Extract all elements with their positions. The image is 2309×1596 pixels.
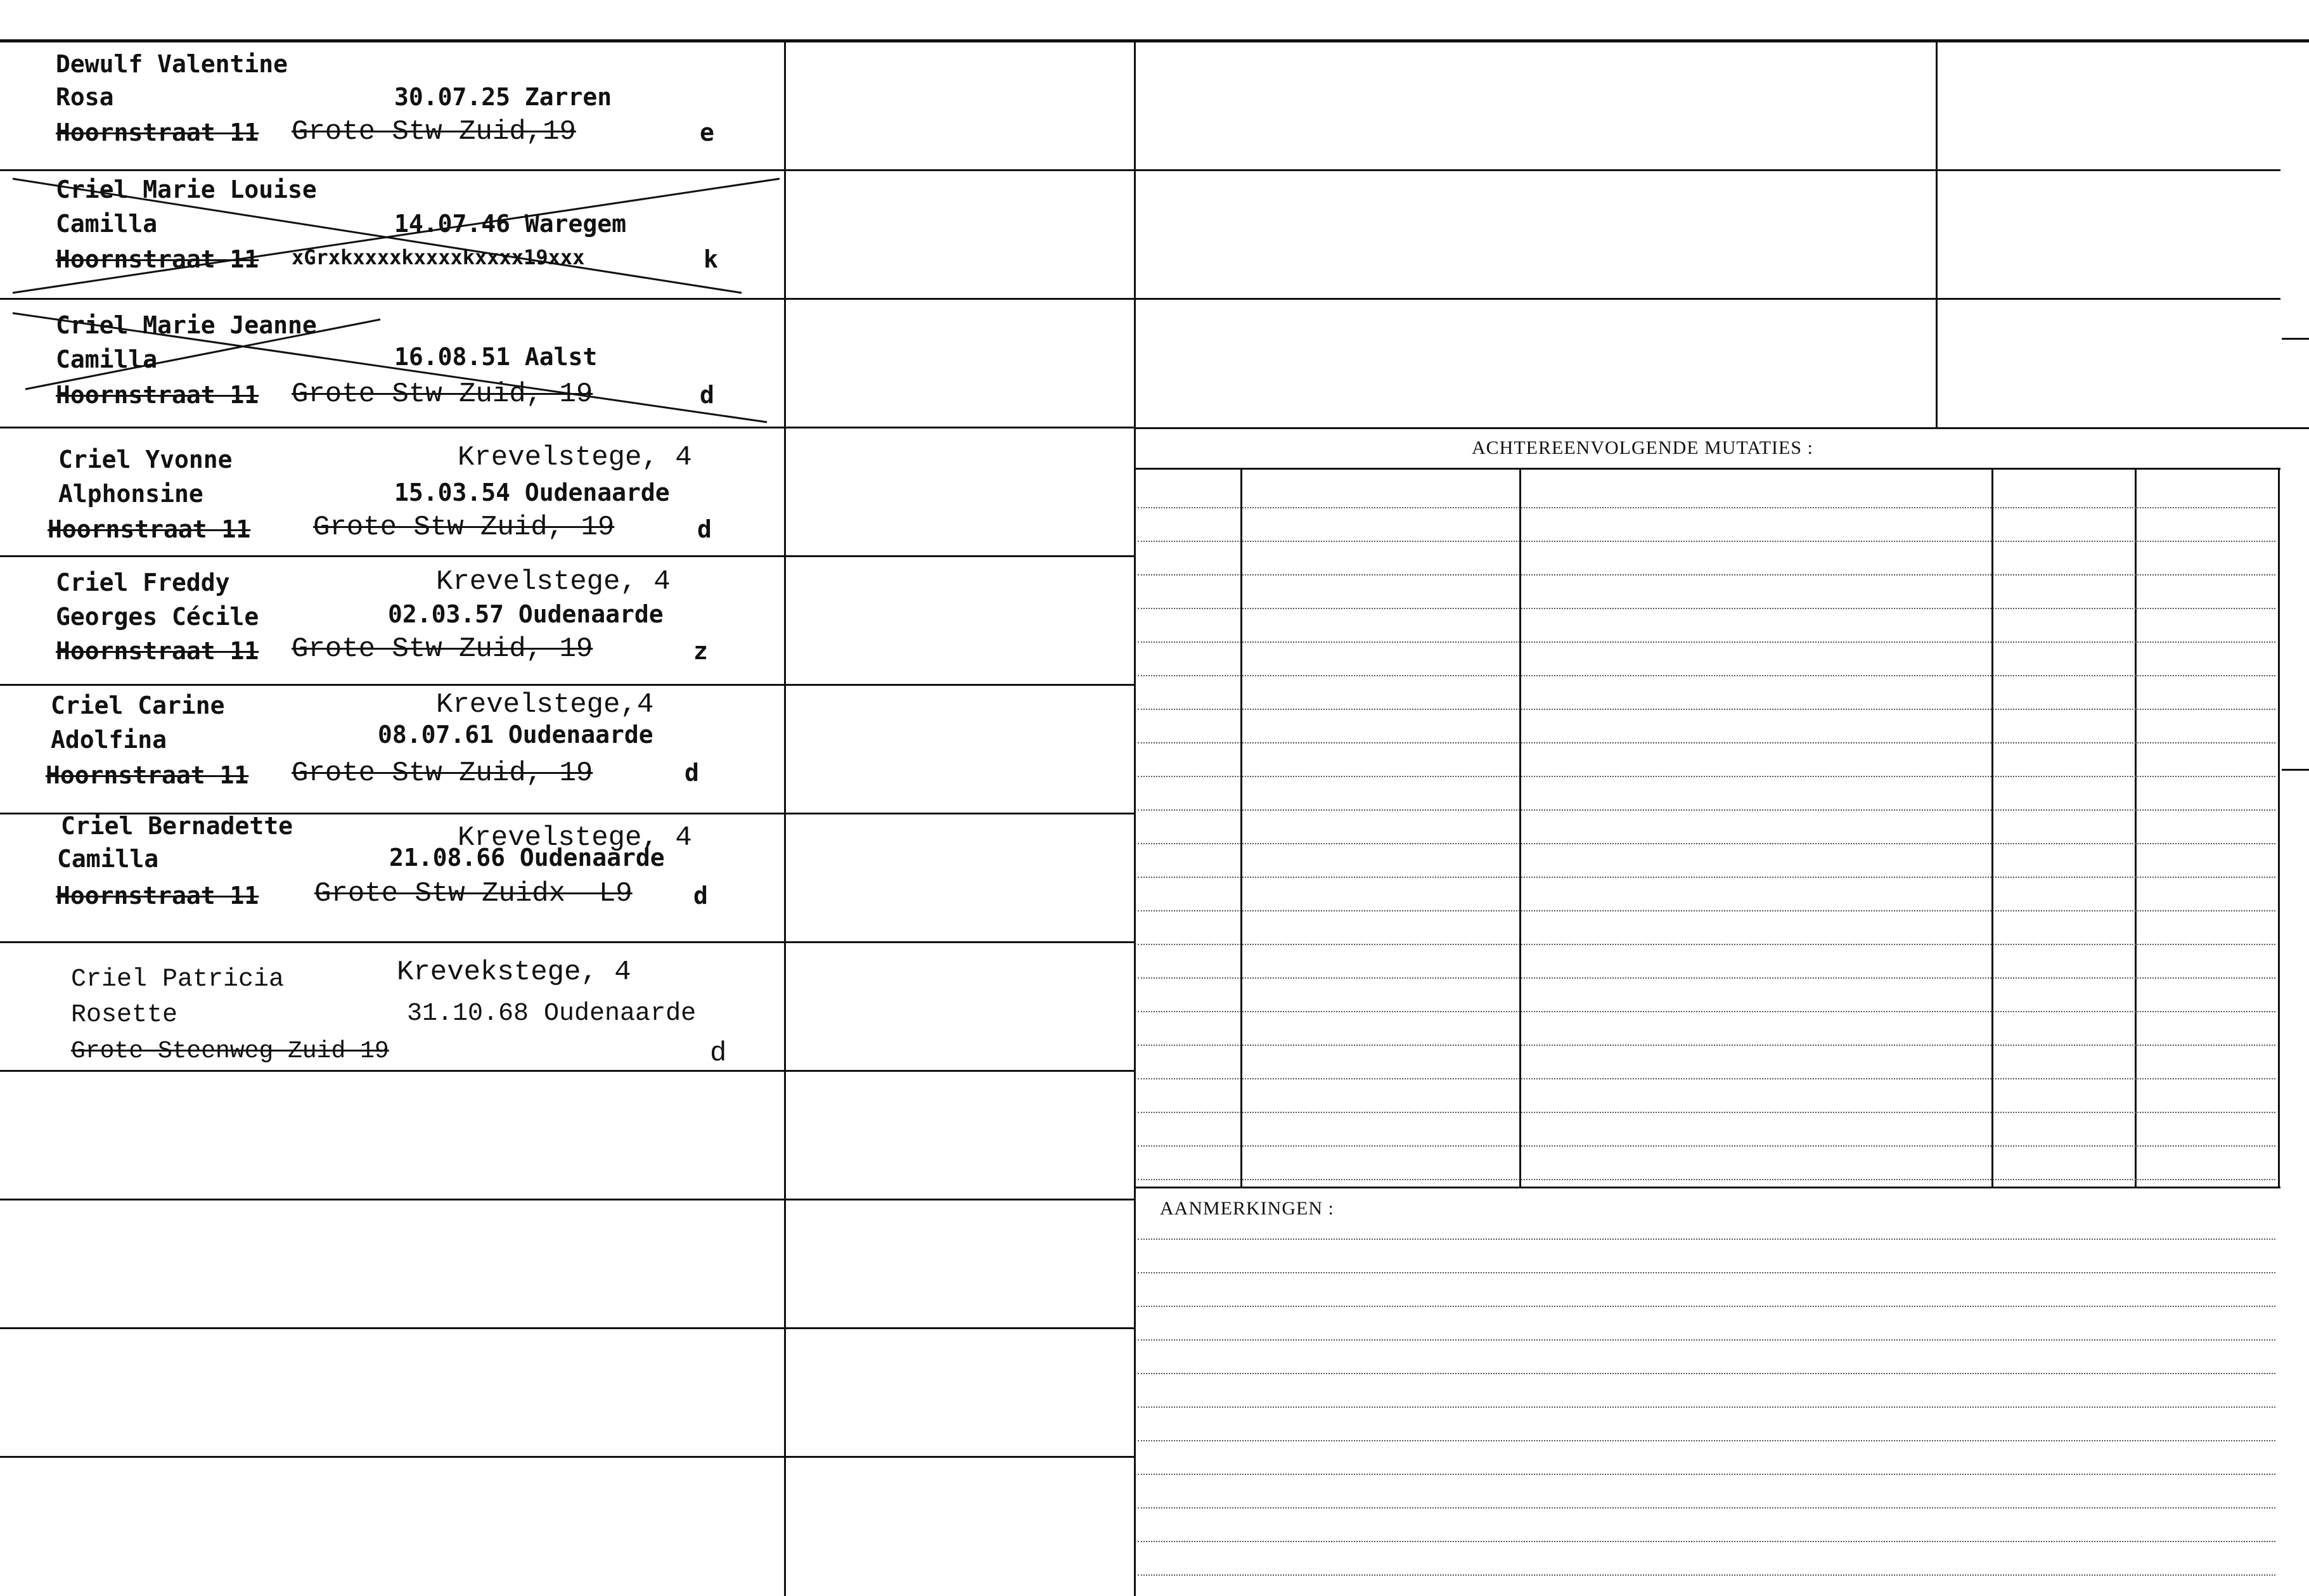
entry-old-street: Hoornstraat 11 [56,637,259,665]
entry-birth: 15.03.54 Oudenaarde [394,479,670,506]
ruling-line [1138,843,2275,844]
ruling-line [1138,877,2275,878]
entry-code: d [693,882,708,910]
ruling-line [1138,742,2275,743]
entry-code: e [700,119,714,146]
entry-old-street: Hoornstraat 11 [56,119,259,146]
entry-name: Criel Yvonne [58,446,233,473]
ruling-line [1138,910,2275,911]
ruling-line [1138,507,2275,508]
entry-birth: 16.08.51 Aalst [394,343,598,371]
ruling-line [1138,1474,2275,1475]
edge-tick [2282,769,2309,771]
row-line [0,555,1134,557]
entry-name: Dewulf Valentine [56,50,288,78]
right-top-row-line [1134,298,2280,300]
entry-birth: 14.07.46 Waregem [394,210,627,238]
ruling-line [1138,1045,2275,1046]
ruling-line [1138,1440,2275,1441]
row-line [0,298,1134,300]
entry-note-address: Krevelstege, 4 [436,566,671,598]
mutaties-header-line [1134,468,2280,470]
entry-new-street: Grote Stw Zuid, 19 [292,378,593,410]
entry-code: d [685,759,699,787]
cancel-cross [0,300,786,425]
entry-code: z [693,637,708,665]
entry-old-street: Hoornstraat 11 [56,245,259,273]
entry-code: d [700,381,714,409]
entry-new-street: Grote Stw Zuid,19 [292,116,576,148]
ruling-line [1138,809,2275,811]
row-line [0,427,1134,428]
row-line [0,941,1134,943]
ruling-line [1138,709,2275,710]
mutaties-col [1240,468,1242,1188]
mutaties-col [1991,468,1993,1188]
entry-new-street: xGrxkxxxxkxxxxkxxxx19xxx [292,245,585,269]
entry-old-street: Hoornstraat 11 [48,515,251,543]
mutaties-col [1519,468,1521,1188]
entry-birth: 02.03.57 Oudenaarde [388,600,664,628]
ruling-line [1138,1373,2275,1374]
entry-new-street: Grote Stw Zuid, 19 [292,633,593,665]
ruling-line [1138,608,2275,609]
entry-name: Criel Patricia [71,965,285,994]
entry-name: Criel Marie Louise [56,176,317,203]
row-line [0,1199,1134,1200]
cancel-cross [0,172,786,297]
entry-code: d [697,515,712,543]
ruling-line [1138,944,2275,945]
row-line [0,1327,1134,1329]
ruling-line [1138,1272,2275,1273]
entry-name: Criel Marie Jeanne [56,311,317,339]
entry-note-address: Krevelstege, 4 [458,822,692,854]
entry-firstnames: Alphonsine [58,480,203,508]
entry-code: d [710,1038,727,1069]
entry-new-street: Grote Stw Zuid, 19 [292,757,593,789]
entry-name: Criel Bernadette [61,812,293,840]
entry-code: k [704,245,718,273]
ruling-line [1138,1145,2275,1147]
middle-divider [1134,39,1136,1596]
ruling-line [1138,776,2275,777]
entry-firstnames: Georges Cécile [56,603,259,631]
ruling-line [1138,641,2275,643]
mutaties-col [2278,468,2280,1188]
right-top-row-line [1134,169,2280,171]
remarks-title: AANMERKINGEN : [1160,1198,1334,1219]
row-line [0,1456,1134,1458]
ruling-line [1138,1306,2275,1307]
entry-old-street: Hoornstraat 11 [56,381,259,409]
entry-note-address: Krevekstege, 4 [397,956,631,988]
ruling-line [1138,977,2275,979]
ruling-line [1138,1339,2275,1341]
entry-note-address: Krevelstege,4 [436,689,654,721]
entry-name: Criel Carine [51,692,225,719]
entry-old-street: Hoornstraat 11 [56,882,259,910]
right-top-divider [1936,39,1938,427]
entry-new-street: Grote Stw Zuid, 19 [313,512,615,543]
row-line [0,1070,1134,1072]
ruling-line [1138,541,2275,542]
entry-firstnames: Rosette [71,1001,178,1029]
top-border [0,39,2309,42]
row-line [0,684,1134,686]
entry-birth: 31.10.68 Oudenaarde [407,1000,697,1028]
entry-firstnames: Camilla [57,845,159,873]
entry-new-street: Grote Stw Zuidx L9 [314,878,633,910]
entry-birth: 08.07.61 Oudenaarde [378,721,653,749]
entry-new-street: Grote Steenweg Zuid 19 [71,1038,389,1065]
mutaties-bottom-line [1134,1187,2280,1188]
entry-name: Criel Freddy [56,569,230,596]
entry-note-address: Krevelstege, 4 [458,442,692,473]
entry-birth: 21.08.66 Oudenaarde [389,844,665,872]
ruling-line [1138,1541,2275,1542]
ruling-line [1138,1574,2275,1576]
row-line [0,169,1134,171]
ruling-line [1138,1179,2275,1180]
ruling-line [1138,574,2275,576]
edge-tick [2282,338,2309,340]
entry-old-street: Hoornstraat 11 [46,761,249,789]
ruling-line [1138,1239,2275,1240]
ruling-line [1138,1112,2275,1113]
ruling-line [1138,675,2275,676]
entry-firstnames: Camilla [56,345,158,373]
entry-firstnames: Rosa [56,83,114,111]
right-top-row-line [1134,427,2309,429]
ruling-line [1138,1406,2275,1408]
ruling-line [1138,1078,2275,1079]
mutaties-title: ACHTEREENVOLGENDE MUTATIES : [1472,437,1813,458]
entry-firstnames: Adolfina [51,726,167,754]
ruling-line [1138,1011,2275,1012]
entry-birth: 30.07.25 Zarren [394,83,612,111]
mutaties-col [2135,468,2137,1188]
entry-firstnames: Camilla [56,210,158,238]
ruling-line [1138,1507,2275,1509]
